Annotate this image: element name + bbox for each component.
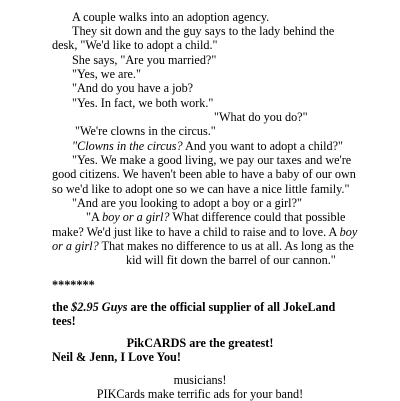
text-run: "What do you do?" bbox=[214, 110, 308, 124]
text-run: And you want to adopt a child?" bbox=[182, 139, 343, 153]
text-run: desk, "We'd like to adopt a child." bbox=[52, 38, 218, 52]
text-run: so we'd like to adopt one so we can have a nice little family." bbox=[52, 182, 350, 196]
italic-text-run: "Clowns in the circus? bbox=[72, 139, 183, 153]
text-run: kid will fit down the barrel of our cannon." bbox=[126, 253, 336, 267]
story-line bbox=[72, 53, 216, 67]
story-line bbox=[52, 239, 354, 253]
story-line bbox=[52, 38, 218, 52]
story-line bbox=[52, 182, 349, 196]
story-line bbox=[72, 24, 334, 38]
text-run: "Yes. In fact, we both work." bbox=[72, 96, 214, 110]
italic-text-run: or a girl? bbox=[52, 239, 99, 253]
text-run: She says, "Are you married?" bbox=[72, 53, 217, 67]
text-run: the bbox=[52, 300, 72, 314]
band-ad-text: PIKCards make terrific ads for your band! bbox=[96, 387, 304, 401]
text-run: "A bbox=[86, 210, 103, 224]
text-run: are the official supplier of all JokeLand bbox=[127, 300, 336, 314]
text-run: "And do you have a job? bbox=[72, 81, 194, 95]
musicians-text: musicians! bbox=[173, 373, 227, 387]
text-run: A couple walks into an adoption agency. bbox=[72, 10, 270, 24]
love-message: Neil & Jenn, I Love You! bbox=[52, 350, 181, 364]
pikcards-tagline: PikCARDS are the greatest! bbox=[126, 336, 274, 350]
story-line bbox=[75, 124, 216, 138]
story-line bbox=[72, 67, 141, 81]
italic-text-run: $2.95 Guys bbox=[71, 300, 128, 314]
story-line bbox=[72, 96, 213, 110]
text-run: make? We'd just like to have a child to raise and to love. A bbox=[52, 225, 340, 239]
story-line bbox=[72, 153, 351, 167]
text-run: "And are you looking to adopt a boy or a girl?" bbox=[72, 196, 302, 210]
italic-text-run: boy bbox=[339, 225, 358, 239]
promo-line bbox=[52, 300, 335, 314]
story-line bbox=[214, 110, 308, 124]
text-run: good citizens. We haven't been able to have a baby of our own bbox=[52, 167, 356, 181]
separator: ******* bbox=[52, 278, 95, 292]
story-line bbox=[72, 139, 343, 153]
story-line bbox=[72, 196, 302, 210]
text-run: "Yes, we are." bbox=[72, 67, 141, 81]
story-line bbox=[126, 253, 336, 267]
text-run: They sit down and the guy says to the lady behind the bbox=[72, 24, 335, 38]
text-run: That makes no difference to us at all. As long as the bbox=[98, 239, 354, 253]
italic-text-run: boy or a girl? bbox=[102, 210, 170, 224]
text-run: "Yes. We make a good living, we pay our taxes and we're bbox=[72, 153, 352, 167]
text-run: What difference could that possible bbox=[169, 210, 346, 224]
story-line bbox=[72, 10, 269, 24]
story-line bbox=[72, 81, 193, 95]
story-line bbox=[52, 167, 356, 181]
story-line bbox=[52, 225, 357, 239]
story-line bbox=[86, 210, 345, 224]
promo-line-continued: tees! bbox=[52, 314, 76, 328]
text-run: "We're clowns in the circus." bbox=[75, 124, 216, 138]
